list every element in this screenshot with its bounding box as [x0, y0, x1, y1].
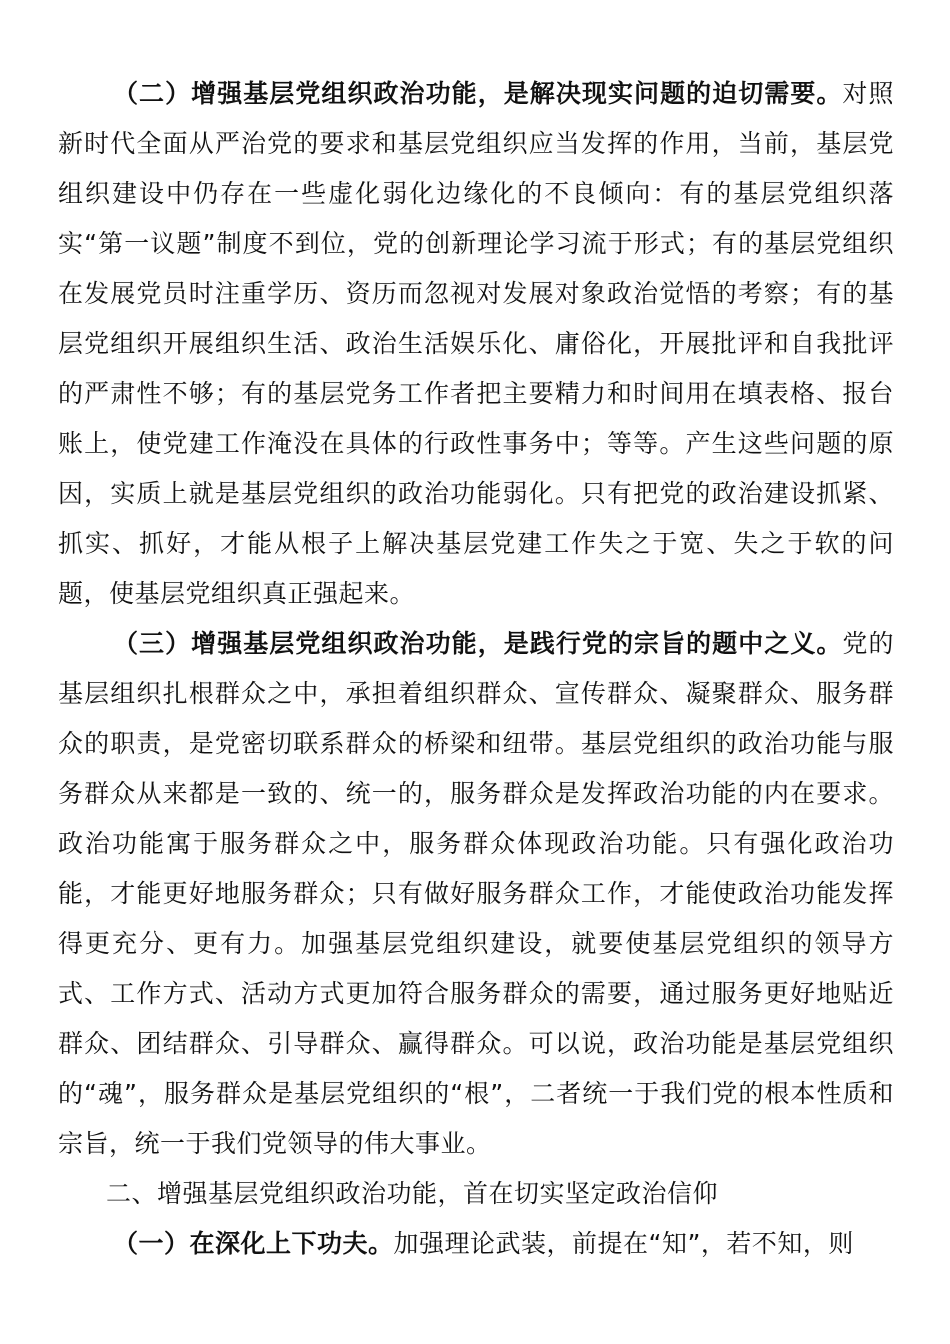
paragraph-4-body: 加强理论武装，前提在“知”，若不知，则 — [393, 1229, 854, 1258]
paragraph-4-heading: （一）在深化上下功夫。 — [113, 1229, 394, 1258]
paragraph-2 — [58, 69, 894, 619]
paragraph-4 — [58, 1219, 894, 1269]
paragraph-3 — [58, 619, 894, 1169]
document-body — [58, 69, 894, 1269]
paragraph-2-heading: （二）增强基层党组织政治功能，是解决现实问题的迫切需要。 — [113, 79, 843, 108]
paragraph-3-body: 党的基层组织扎根群众之中，承担着组织群众、宣传群众、凝聚群众、服务群众的职责，是党密切联系群众的桥梁和纽带。基层党组织的政治功能与服务群众从来都是一致的、统一的，服务群众是发挥政治功能的内在要求。政治功能寓于服务群众之中，服务群众体现政治功能。只有强化政治功能，才能更好地服务群众；只有做好服务群众工作，才能使政治功能发挥得更充分、更有力。加强基层党组织建设，就要使基层党组织的领导方式、工作方式、活动方式更加符合服务群众的需要，通过服务更好地贴近群众、团结群众、引导群众、赢得群众。可以说，政治功能是基层党组织的“魂”，服务群众是基层党组织的“根”，二者统一于我们党的根本性质和宗旨，统一于我们党领导的伟大事业。 — [58, 629, 894, 1158]
paragraph-2-body: 对照新时代全面从严治党的要求和基层党组织应当发挥的作用，当前，基层党组织建设中仍存在一些虚化弱化边缘化的不良倾向：有的基层党组织落实“第一议题”制度不到位，党的创新理论学习流于形式；有的基层党组织在发展党员时注重学历、资历而忽视对发展对象政治觉悟的考察；有的基层党组织开展组织生活、政治生活娱乐化、庸俗化，开展批评和自我批评的严肃性不够；有的基层党务工作者把主要精力和时间用在填表格、报台账上，使党建工作淹没在具体的行政性事务中；等等。产生这些问题的原因，实质上就是基层党组织的政治功能弱化。只有把党的政治建设抓紧、抓实、抓好，才能从根子上解决基层党建工作失之于宽、失之于软的问题，使基层党组织真正强起来。 — [58, 79, 894, 608]
section-2-title: 二、增强基层党组织政治功能，首在切实坚定政治信仰 — [106, 1179, 719, 1208]
paragraph-3-heading: （三）增强基层党组织政治功能，是践行党的宗旨的题中之义。 — [113, 629, 843, 658]
